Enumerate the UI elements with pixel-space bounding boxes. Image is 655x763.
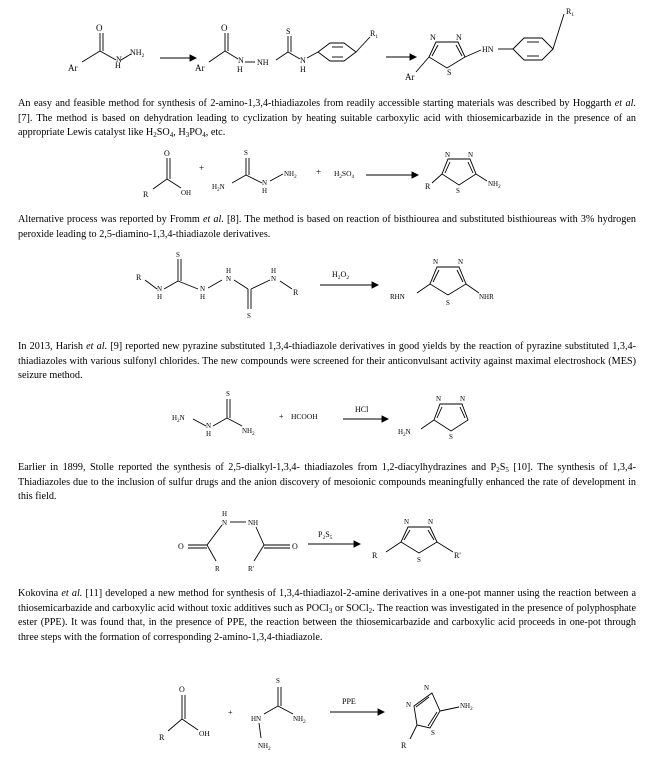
- paragraph-hoggarth: [18, 97, 636, 141]
- paragraph-stolle: [18, 461, 636, 505]
- reagent-ppe: PPE: [342, 697, 356, 706]
- atom-ar1: Ar: [68, 63, 78, 73]
- plus-sign-1: +: [199, 163, 205, 173]
- atom-r2: R: [293, 288, 299, 297]
- atom-nh2: $NH_2$: [242, 427, 255, 437]
- product-atom-nhr: NHR: [479, 293, 494, 301]
- atom-hn: HN: [482, 45, 494, 54]
- p4-text-a: Earlier in 1899, Stolle reported the synthesis of 2,5-dialkyl-1,3,4- thiadiazoles from 1,2-diacylhydrazines and P: [18, 462, 497, 473]
- atom-oh: OH: [199, 729, 210, 738]
- atom-s1: S: [176, 251, 180, 259]
- product-atom-n1: N: [404, 518, 410, 526]
- product-atom-r: R: [425, 182, 431, 191]
- product-atom-nh2: $NH_2$: [488, 180, 501, 190]
- product-atom-n2: N: [428, 518, 434, 526]
- atom-s: S: [276, 677, 280, 685]
- paragraph-fromm: [18, 213, 636, 242]
- atom-n: N: [262, 179, 268, 187]
- atom-h2n-bottom: $NH_2$: [258, 742, 271, 752]
- atom-h2n: $H_2N$: [212, 183, 225, 193]
- atom-h: H: [262, 187, 268, 195]
- product-atom-s: S: [417, 556, 421, 564]
- p2-etal: et al.: [202, 214, 224, 225]
- atom-h2: H: [200, 293, 206, 301]
- product-atom-n1: N: [424, 684, 430, 692]
- atom-ring-s: S: [447, 68, 452, 77]
- reagent-h2so4: $H_2SO_4$: [334, 169, 355, 180]
- p5-sub2: 2: [368, 606, 373, 615]
- scheme-4-formic-acid-cyclization: [0, 386, 655, 446]
- reagent-h2o2: $H_2O_2$: [332, 270, 350, 281]
- p2-text-a: Alternative process was reported by Fromm: [18, 214, 203, 225]
- scheme-6-ppe-one-pot: [0, 673, 655, 763]
- scheme-3-drawing: [0, 247, 655, 327]
- atom-r1: R: [136, 273, 142, 282]
- atom-n2: N: [200, 285, 206, 293]
- atom-ar3: Ar: [405, 72, 415, 82]
- atom-r: R: [215, 565, 220, 573]
- atom-nh: NH: [248, 519, 259, 527]
- p1-text-d: , H: [173, 127, 186, 139]
- atom-s: S: [226, 390, 230, 398]
- atom-h-a: H: [237, 65, 243, 74]
- atom-n: N: [116, 55, 122, 64]
- atom-o2: O: [292, 542, 298, 551]
- atom-n-c: N: [300, 56, 306, 65]
- scheme-1-drawing: [0, 0, 655, 90]
- scheme-2-drawing: [0, 143, 655, 205]
- atom-n1: N: [157, 285, 163, 293]
- p1-text-f: , etc.: [205, 127, 226, 139]
- p3-text-a: In 2013, Harish: [18, 341, 87, 352]
- p3-etal: et al.: [86, 341, 108, 352]
- p1-text-c: SO: [156, 127, 170, 139]
- product-atom-r-prime: R': [454, 551, 461, 560]
- atom-nh2: $NH_2$: [130, 48, 145, 59]
- product-atom-n1: N: [445, 151, 451, 159]
- p5-text-c: or SOCl: [332, 602, 369, 614]
- product-atom-r: R: [372, 551, 378, 560]
- p4-sub2: 5: [505, 466, 509, 474]
- p1-text-a: An easy and feasible method for synthesis of 2-amino-1,3,4-thiadiazoles from readily accessible starting materials was described by Hoggarth: [18, 98, 615, 109]
- product-atom-n2: N: [406, 701, 412, 709]
- scheme-5-diacylhydrazine-p2s5: [0, 505, 655, 575]
- p1-etal: et al.: [614, 98, 636, 109]
- p5-text-d: . The reaction was investigated in the presence of polyphosphate ester (PPE). It was found that, in the presence of PPE, the reaction between the thiosemicarbazide and carboxylic acid proceeds in one-pot through three steps with the formation of corresponding 2-amino-1,3,4-thiadiazole.: [18, 602, 636, 643]
- atom-o: O: [164, 149, 170, 158]
- product-atom-n2: N: [468, 151, 474, 159]
- atom-n3: N: [226, 275, 232, 283]
- product-atom-n1: N: [436, 395, 442, 403]
- atom-s: S: [244, 149, 248, 157]
- atom-h4: H: [271, 267, 277, 275]
- scheme-4-drawing: [0, 386, 655, 446]
- paragraph-kokovina: [18, 587, 636, 645]
- product-atom-s: S: [449, 433, 453, 441]
- p1-text-e: PO: [189, 127, 203, 139]
- plus-sign: +: [279, 412, 284, 421]
- scheme-5-drawing: [0, 505, 655, 575]
- atom-r1a: $R_1$: [370, 29, 379, 40]
- p4-text-b: S: [499, 462, 506, 473]
- product-atom-h2n: $H_2N$: [398, 428, 411, 438]
- product-atom-n2: N: [460, 395, 466, 403]
- p1-text-b: [7]. The method is based on dehydration leading to cyclization by heating suitable carboxylic acid with thiosemicarbazide in the presence of an appropriate Lewis catalyst like H: [18, 112, 636, 139]
- atom-n-a: N: [238, 56, 244, 65]
- atom-h-c: H: [300, 65, 306, 74]
- reagent-hcl: HCl: [355, 405, 369, 414]
- p3-text-b: [9] reported new pyrazine substituted 1,3,4-thiadiazole derivatives in good yields by the reaction of pyrazine substituted 1,3,4-thiadiazoles with various sulfonyl chlorides. The new compounds were screened for their anticonvulsant activity against maximal electroshock (MES) seizure method.: [18, 341, 636, 382]
- atom-o: O: [179, 685, 185, 694]
- p4-sub1: 2: [496, 466, 500, 474]
- product-atom-s: S: [446, 299, 450, 307]
- paragraph-harish: [18, 340, 636, 384]
- atom-h3: H: [226, 267, 232, 275]
- atom-s1: S: [286, 27, 291, 36]
- atom-n: N: [206, 422, 212, 430]
- p5-text-a: Kokovina: [18, 588, 62, 599]
- atom-r1b: $R_1$: [566, 7, 575, 18]
- product-atom-n1: N: [433, 258, 439, 266]
- atom-h1: H: [157, 293, 163, 301]
- p1-sub3: 3: [185, 131, 190, 140]
- atom-oh: OH: [181, 189, 192, 197]
- plus-sign-2: +: [316, 167, 322, 177]
- atom-n1: N: [222, 519, 228, 527]
- p5-etal: et al.: [61, 588, 83, 599]
- scheme-1-hydrazide-to-aminothiadiazole: [0, 0, 655, 90]
- p1-sub2: 4: [169, 131, 174, 140]
- product-atom-s: S: [456, 187, 460, 195]
- p1-sub4: 4: [202, 131, 206, 140]
- atom-o: O: [96, 23, 103, 33]
- atom-h: H: [222, 510, 228, 518]
- product-atom-r: R: [401, 741, 407, 750]
- atom-o2: O: [221, 23, 228, 33]
- atom-o1: O: [178, 542, 184, 551]
- atom-ring-n1: N: [430, 33, 436, 42]
- p5-text-b: [11] developed a new method for synthesis of 1,3,4-thiadiazol-2-amine derivatives in a one-pot manner using the reaction between a thiosemicarbazide and carboxylic acid without toxic additives such as POCl: [18, 588, 636, 614]
- atom-r: R: [159, 733, 165, 742]
- scheme-6-drawing: [0, 673, 655, 763]
- p1-sub1: 2: [153, 131, 157, 140]
- product-atom-n2: N: [458, 258, 464, 266]
- atom-hn: HN: [251, 715, 262, 723]
- scheme-2-acid-thiosemicarbazide: [0, 143, 655, 205]
- atom-r-prime: R': [248, 565, 254, 573]
- scheme-3-bisthiourea-oxidation: [0, 247, 655, 327]
- product-atom-nh2: $NH_2$: [460, 702, 473, 712]
- p5-sub1: 3: [328, 606, 333, 615]
- atom-h: H: [115, 61, 121, 70]
- atom-h2n: $H_2N$: [172, 414, 185, 424]
- atom-r: R: [143, 190, 149, 199]
- product-atom-rhn: RHN: [390, 293, 405, 301]
- atom-n4: N: [271, 275, 277, 283]
- atom-ring-n2: N: [456, 33, 462, 42]
- reagent-hcooh: HCOOH: [291, 412, 318, 421]
- atom-nh2: $NH_2$: [293, 715, 306, 725]
- atom-h: H: [206, 430, 212, 438]
- atom-nh-b: NH: [257, 58, 269, 67]
- p4-text-c: [10]. The synthesis of 1,3,4-Thiadiazoles due to the inclusion of sulfur drugs and the anion discovery of mesoionic compounds meaningfully enhanced the rate of development in this field.: [18, 462, 636, 503]
- product-atom-s: S: [431, 729, 435, 737]
- reagent-p2s5: $P_2S_5$: [318, 530, 333, 541]
- atom-s2: S: [247, 312, 251, 320]
- plus-sign: +: [228, 708, 233, 717]
- atom-nh2: $NH_2$: [284, 170, 297, 180]
- p2-text-b: [8]. The method is based on reaction of bisthiourea and substituted bisthioureas with 3% hydrogen peroxide leading to 2,5-diamino-1,3,4-thiadiazole derivatives.: [18, 214, 636, 240]
- atom-ar2: Ar: [195, 63, 205, 73]
